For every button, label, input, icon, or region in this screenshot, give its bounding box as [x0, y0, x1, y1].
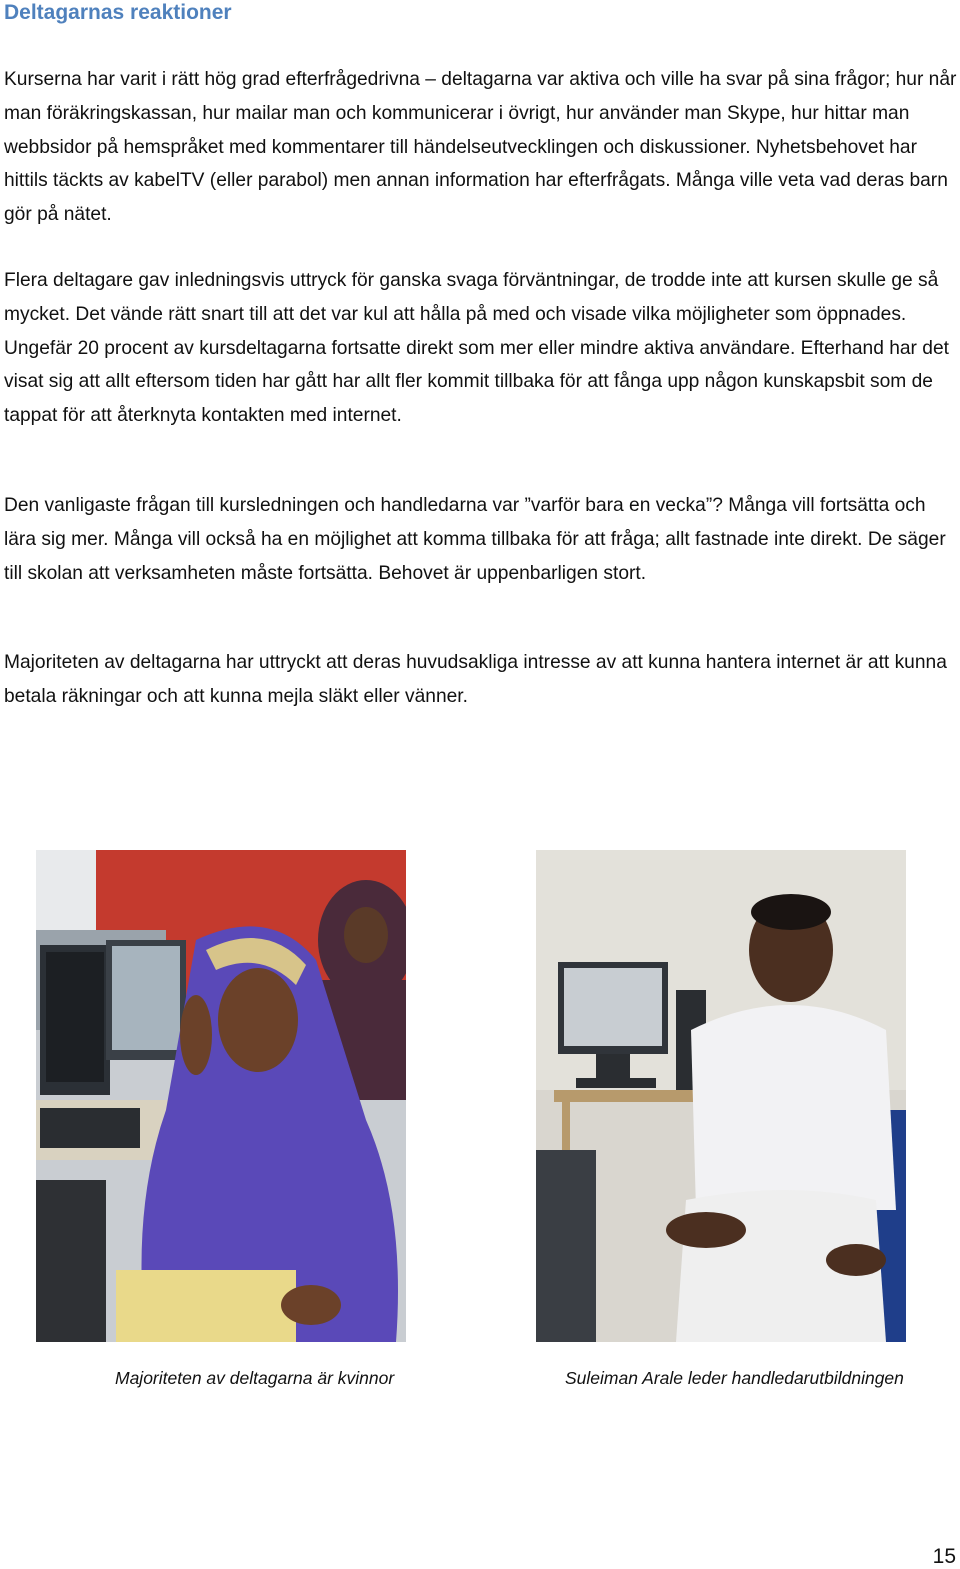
paragraph-1: Kurserna har varit i rätt hög grad efterfrågedrivna – deltagarna var aktiva och ville ha svar på sina frågor; hur når man föräkringskassan, hur mailar man och kommunicerar i övrigt, hur använder man Skype, hur hittar man webbsidor på hemspråket med kommentarer till händelseutvecklingen och diskussioner. Nyhetsbehovet har hittils täckts av kabelTV (eller parabol) men annan information har efterfrågats. Många ville veta vad deras barn gör på nätet. [4, 69, 957, 226]
caption-right-photo: Suleiman Arale leder handledarutbildningen [565, 1368, 904, 1388]
section-heading: Deltagarnas reaktioner [4, 1, 232, 24]
paragraph-2: Flera deltagare gav inledningsvis uttryck för ganska svaga förväntningar, de trodde inte att kursen skulle ge så mycket. Det vände rätt snart till att det var kul att hålla på med och visade vilka möjligheter som öppnades. Ungefär 20 procent av kursdeltagarna fortsatte direkt som mer eller mindre aktiva användare. Efterhand har det visat sig att allt eftersom tiden har gått har allt fler kommit tillbaka för att fånga upp någon kunskapsbit som de tappat för att återknyta kontakten med internet. [4, 270, 949, 427]
photo-women-at-computers [36, 850, 406, 1342]
page-number: 15 [932, 1545, 956, 1568]
caption-left-photo: Majoriteten av deltagarna är kvinnor [115, 1368, 395, 1388]
paragraph-3: Den vanligaste frågan till kursledningen och handledarna var ”varför bara en vecka”? Många vill fortsätta och lära sig mer. Många vill också ha en möjlighet att komma tillbaka för att fråga; allt fastnade inte direkt. De säger till skolan att verksamheten måste fortsätta. Behovet är uppenbarligen stort. [4, 495, 946, 584]
photo-man-in-office [536, 850, 906, 1342]
paragraph-4: Majoriteten av deltagarna har uttryckt att deras huvudsakliga intresse av att kunna hantera internet är att kunna betala räkningar och att kunna mejla släkt eller vänner. [4, 652, 947, 707]
